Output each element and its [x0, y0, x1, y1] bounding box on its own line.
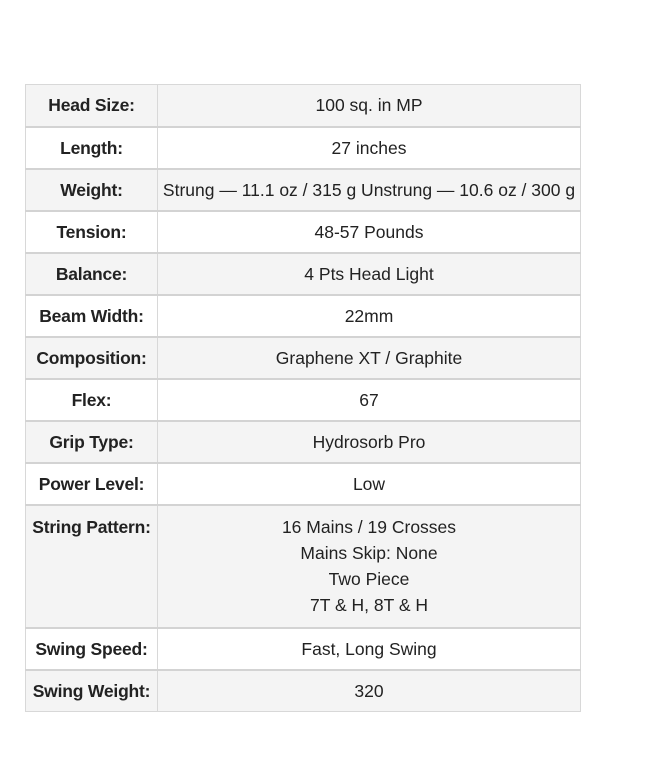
string-pattern-line: 7T & H, 8T & H: [309, 594, 428, 615]
string-pattern-line: Two Piece: [328, 568, 410, 589]
table-row-balance: [26, 253, 581, 295]
spec-value: Graphene XT / Graphite: [158, 337, 581, 379]
table-row-length: [26, 127, 581, 169]
string-pattern-line: Mains Skip: None: [300, 542, 438, 563]
spec-label: Flex:: [26, 379, 158, 421]
spec-label: Swing Speed:: [26, 628, 158, 670]
spec-value: 67: [158, 379, 581, 421]
spec-value: Fast, Long Swing: [158, 628, 581, 670]
spec-label: Head Size:: [26, 85, 158, 127]
table-row-beam-width: [26, 295, 581, 337]
spec-value: 48-57 Pounds: [158, 211, 581, 253]
spec-label: Composition:: [26, 337, 158, 379]
specifications-table: [25, 84, 581, 712]
spec-value: Low: [158, 463, 581, 505]
spec-value: 100 sq. in MP: [158, 85, 581, 127]
table-row-flex: [26, 379, 581, 421]
table-row-head-size: [26, 85, 581, 127]
spec-value: Hydrosorb Pro: [158, 421, 581, 463]
spec-label: Power Level:: [26, 463, 158, 505]
table-row-swing-weight: [26, 670, 581, 712]
table-row-string-pattern: [26, 505, 581, 628]
spec-value: 27 inches: [158, 127, 581, 169]
spec-value: [158, 505, 581, 628]
spec-label: Tension:: [26, 211, 158, 253]
table-row-tension: [26, 211, 581, 253]
table-row-power-level: [26, 463, 581, 505]
spec-value: 4 Pts Head Light: [158, 253, 581, 295]
table-row-composition: [26, 337, 581, 379]
spec-label: Swing Weight:: [26, 670, 158, 712]
table-row-grip-type: [26, 421, 581, 463]
spec-label: Weight:: [26, 169, 158, 211]
spec-value: 22mm: [158, 295, 581, 337]
string-pattern-line: 16 Mains / 19 Crosses: [281, 516, 457, 537]
spec-value: Strung — 11.1 oz / 315 g Unstrung — 10.6 oz / 300 g: [158, 169, 581, 211]
spec-label: Length:: [26, 127, 158, 169]
spec-label: Grip Type:: [26, 421, 158, 463]
table-row-swing-speed: [26, 628, 581, 670]
spec-label: Beam Width:: [26, 295, 158, 337]
spec-value: 320: [158, 670, 581, 712]
spec-label: Balance:: [26, 253, 158, 295]
spec-label: String Pattern:: [26, 505, 158, 628]
table-row-weight: [26, 169, 581, 211]
